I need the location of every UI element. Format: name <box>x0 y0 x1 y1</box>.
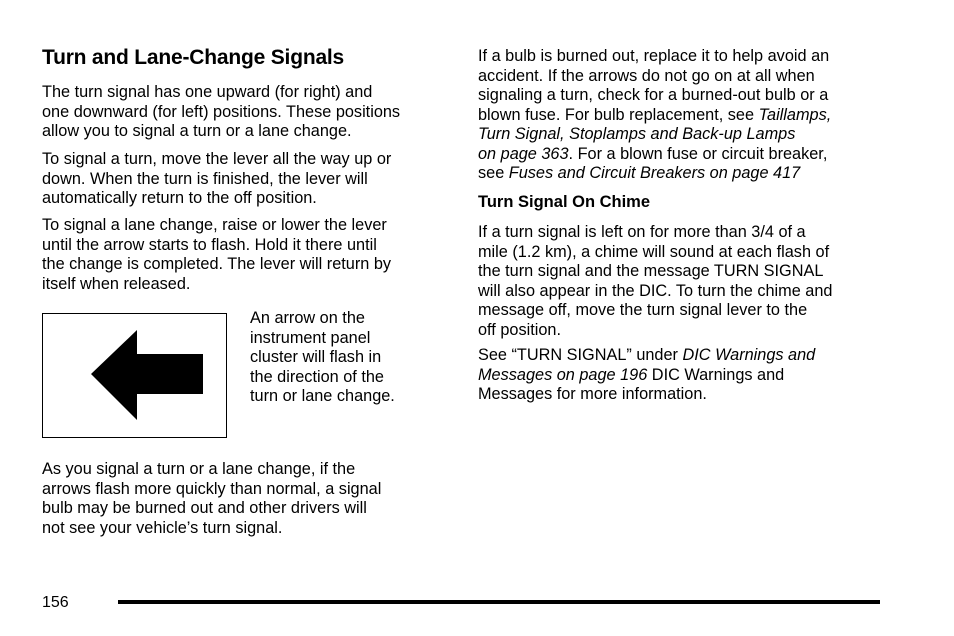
text-line: not see your vehicle’s turn signal. <box>42 518 283 537</box>
cross-reference-link[interactable]: on page 363 <box>478 144 569 163</box>
text-line: turn or lane change. <box>250 387 395 405</box>
text-line: arrows flash more quickly than normal, a signal <box>42 479 382 498</box>
text-line: If a turn signal is left on for more than 3/4 of a <box>478 223 806 241</box>
text-line: The turn signal has one upward (for right) and <box>42 83 373 101</box>
paragraph-signal-turn <box>42 150 391 209</box>
subsection-heading: Turn Signal On Chime <box>478 193 651 211</box>
text-line: one downward (for left) positions. These positions <box>42 102 401 121</box>
text-line: accident. If the arrows do not go on at all when <box>478 66 815 85</box>
text-line: down. When the turn is finished, the lever will <box>42 169 368 188</box>
text-line <box>478 366 815 386</box>
text-line: the turn signal and the message TURN SIGNAL <box>478 262 824 280</box>
text-line <box>478 164 831 184</box>
text-line: bulb may be burned out and other drivers will <box>42 499 367 517</box>
paragraph-burned-out-bulb <box>478 47 831 184</box>
text-run: DIC Warnings and <box>647 365 785 384</box>
text-line: To signal a turn, move the lever all the way up or <box>42 150 392 168</box>
section-heading: Turn and Lane-Change Signals <box>42 46 345 69</box>
text-line: mile (1.2 km), a chime will sound at each flash of <box>478 242 830 261</box>
cross-reference-link[interactable]: Messages on page 196 <box>478 365 648 384</box>
text-run: see <box>478 164 509 182</box>
text-line: will also appear in the DIC. To turn the chime and <box>478 281 833 300</box>
cross-reference-link[interactable]: Taillamps, <box>758 105 832 124</box>
text-line: off position. <box>478 320 561 339</box>
text-line: the change is completed. The lever will return by <box>42 255 392 273</box>
text-line: As you signal a turn or a lane change, if the <box>42 460 356 478</box>
text-line <box>478 106 831 126</box>
text-run: . For a blown fuse or circuit breaker, <box>568 144 828 163</box>
turn-arrow-figure <box>42 313 227 438</box>
left-arrow-icon <box>43 314 225 436</box>
text-line: itself when released. <box>42 274 191 293</box>
text-line: until the arrow starts to flash. Hold it there until <box>42 235 377 254</box>
paragraph-lane-change <box>42 216 391 294</box>
cross-reference-link[interactable]: Turn Signal, Stoplamps and Back-up Lamps <box>478 125 796 143</box>
text-line <box>478 145 831 165</box>
text-line: To signal a lane change, raise or lower the lever <box>42 216 387 234</box>
text-line <box>478 346 815 366</box>
text-line: automatically return to the off position. <box>42 189 317 207</box>
text-line: signaling a turn, check for a burned-out bulb or a <box>478 86 829 104</box>
text-line: An arrow on the <box>250 309 365 327</box>
text-run: See “TURN SIGNAL” under <box>478 346 683 364</box>
text-line: cluster will flash in <box>250 348 382 366</box>
paragraph-fast-flash <box>42 460 381 538</box>
paragraph-chime <box>478 223 832 340</box>
page-number: 156 <box>42 594 69 611</box>
text-line: Messages for more information. <box>478 385 707 403</box>
text-line: If a bulb is burned out, replace it to help avoid an <box>478 47 830 65</box>
paragraph-see-dic <box>478 346 815 405</box>
text-run: blown fuse. For bulb replacement, see <box>478 105 759 124</box>
text-line: allow you to signal a turn or a lane change. <box>42 122 352 140</box>
paragraph-turn-signal-positions <box>42 83 400 142</box>
text-line <box>478 125 831 145</box>
text-line: instrument panel <box>250 328 371 347</box>
text-line: the direction of the <box>250 367 384 386</box>
footer-rule <box>118 600 880 604</box>
text-line: message off, move the turn signal lever to the <box>478 301 808 319</box>
cross-reference-link[interactable]: Fuses and Circuit Breakers on page 417 <box>508 164 801 182</box>
cross-reference-link[interactable]: DIC Warnings and <box>682 346 816 364</box>
figure-caption <box>250 309 395 407</box>
